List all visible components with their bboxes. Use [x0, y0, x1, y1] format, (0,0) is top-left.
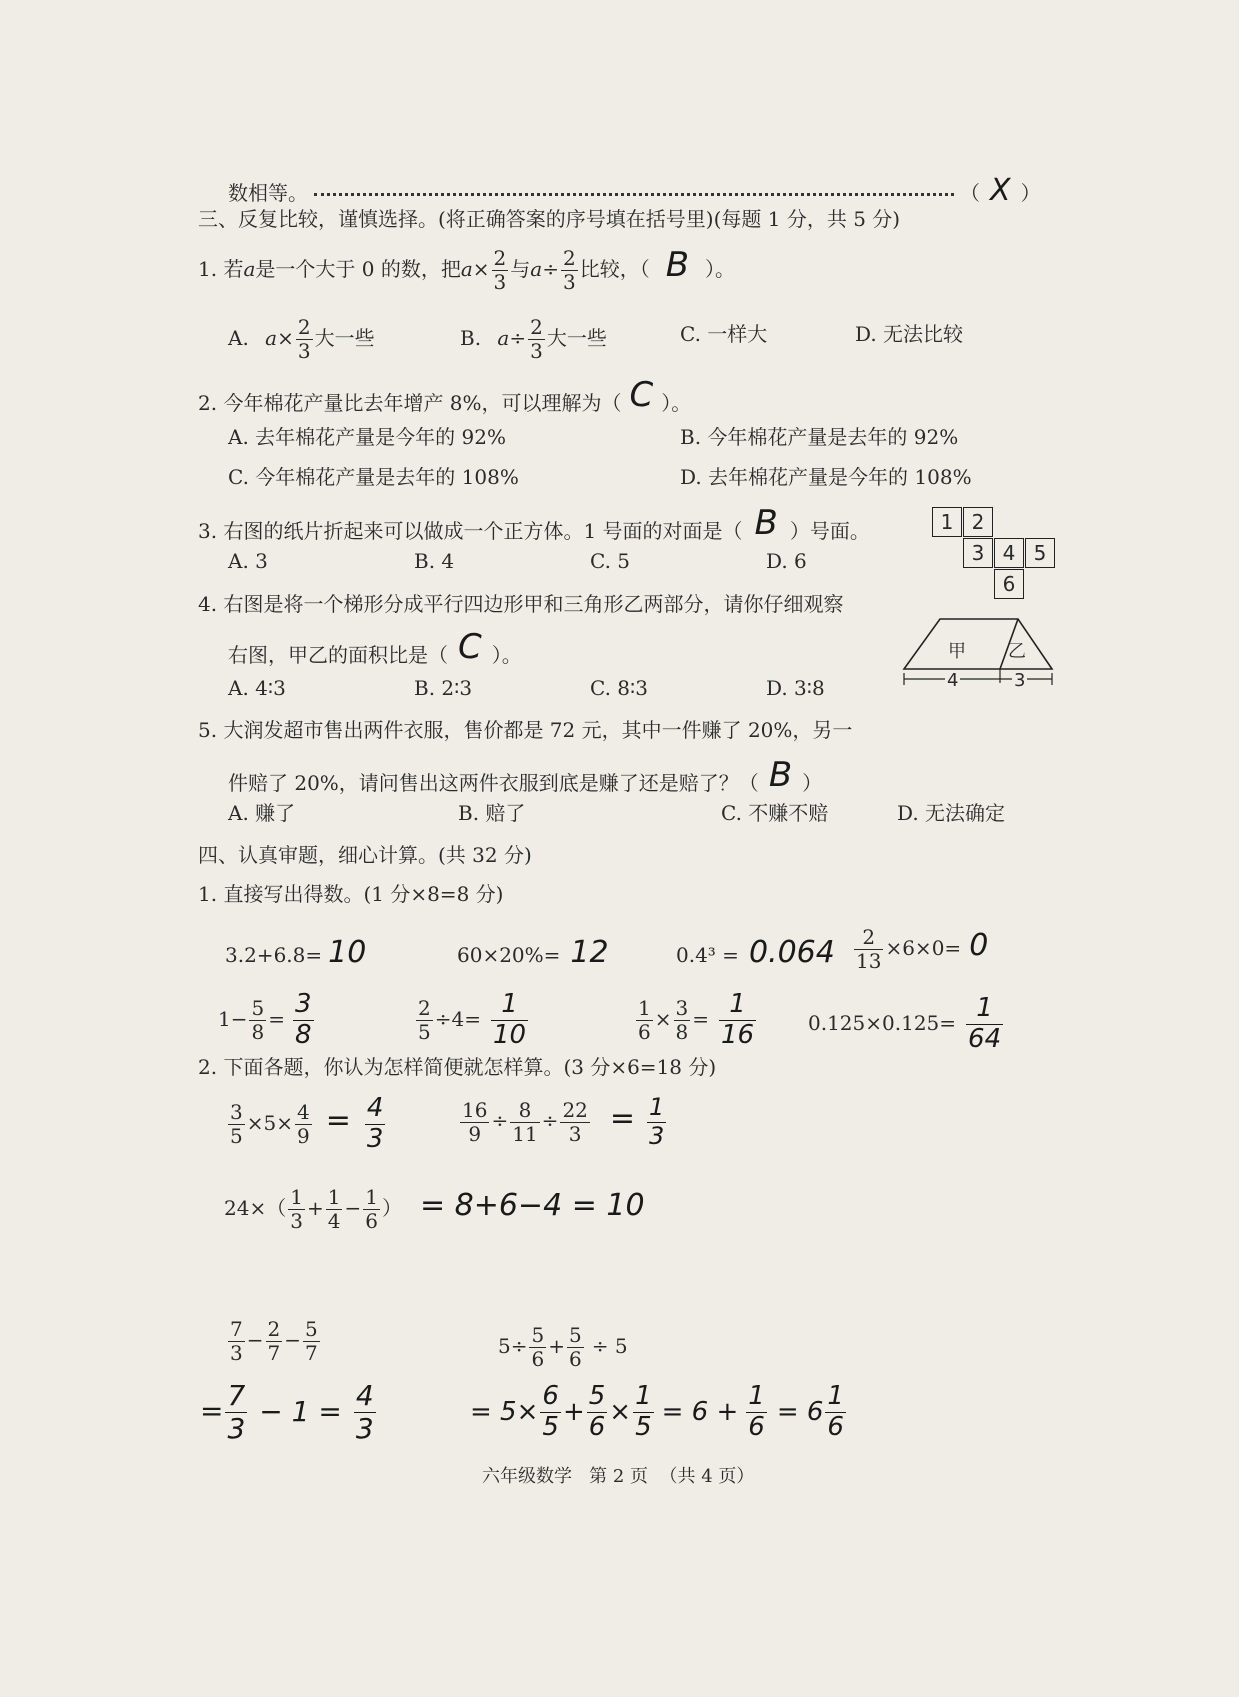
calc-simplify-4: [226, 1318, 322, 1365]
handwritten-work: +: [562, 1396, 585, 1427]
var-a: a: [243, 257, 256, 281]
expression: 60×20%=: [457, 943, 561, 967]
fraction: [326, 1186, 343, 1233]
q2-option-a: A. 去年棉花产量是今年的 92%: [228, 425, 506, 449]
denominator: 3: [568, 1121, 582, 1146]
equals-sign: =: [692, 1006, 709, 1031]
numerator: 2: [530, 315, 543, 339]
fraction: [295, 1101, 312, 1148]
numerator: 2: [493, 246, 507, 270]
expression: 5÷: [498, 1334, 528, 1358]
q5-option-b: B. 赔了: [458, 801, 526, 825]
div-sign: ÷: [509, 326, 527, 350]
handwritten-answer: C: [629, 375, 654, 415]
denominator: 6: [531, 1347, 545, 1371]
fraction: [674, 997, 691, 1044]
denominator: 3: [230, 1341, 243, 1365]
prev-question-text: 数相等。: [228, 181, 308, 205]
numerator: 4: [296, 1099, 310, 1124]
numerator: 4: [355, 1379, 374, 1412]
numerator: 1: [748, 1381, 765, 1411]
fraction: [510, 1099, 539, 1146]
numerator: 1: [649, 1093, 665, 1121]
q2-stem: [198, 375, 692, 416]
handwritten-work: ×: [609, 1396, 632, 1427]
page-footer: 六年级数学 第 2 页 （共 4 页）: [482, 1466, 755, 1487]
expression: 3.2+6.8=: [225, 943, 323, 967]
denominator: 9: [296, 1123, 310, 1148]
times-sign: ×: [472, 257, 490, 281]
fraction: [303, 1318, 320, 1365]
q5-end: ）: [802, 771, 823, 795]
calc-simplify-5: [498, 1324, 628, 1371]
denominator: 8: [675, 1019, 689, 1044]
denominator: 8: [294, 1019, 312, 1050]
denominator: 5: [230, 1123, 243, 1148]
expression: ×5×: [246, 1110, 293, 1135]
option-tail: 大一些: [546, 326, 607, 350]
div-sign: ÷: [542, 257, 559, 281]
denominator: 8: [251, 1019, 265, 1044]
fraction: [228, 1318, 245, 1365]
paren-close: ）: [1020, 181, 1041, 205]
handwritten-fraction-answer: [293, 990, 314, 1051]
calc-8: [808, 994, 1005, 1055]
part2-title: 2. 下面各题，你认为怎样简便就怎样算。(3 分×6=18 分): [198, 1055, 717, 1079]
q1-stem: [198, 247, 735, 294]
handwritten-work: − 1 =: [259, 1394, 342, 1428]
handwritten-answer: B: [768, 755, 793, 795]
handwritten-work: = 5×: [470, 1396, 539, 1427]
numerator: 5: [588, 1381, 606, 1411]
denominator: 3: [290, 1209, 303, 1233]
fraction: [854, 926, 883, 973]
numerator: 5: [251, 995, 265, 1020]
fraction: [416, 997, 433, 1044]
expression: 24×（: [224, 1196, 287, 1220]
q3-end: ）号面。: [789, 519, 870, 543]
denominator: 6: [827, 1411, 844, 1442]
numerator: 7: [230, 1317, 243, 1341]
fraction: [266, 1318, 283, 1365]
calc-1: [225, 935, 367, 970]
base-right-length: 3: [1014, 670, 1026, 691]
expression: 0.4³ =: [676, 943, 739, 967]
net-face: 6: [994, 569, 1024, 599]
numerator: 6: [542, 1381, 559, 1411]
q1-prefix: 1. 若: [198, 257, 244, 281]
numerator: 1: [638, 995, 651, 1020]
handwritten-equals: =: [200, 1394, 224, 1428]
net-face: 4: [994, 538, 1024, 568]
denominator: 16: [721, 1019, 755, 1050]
expression: ÷ 5: [591, 1334, 628, 1358]
q5-option-a: A. 赚了: [228, 801, 296, 825]
handwritten-fraction-answer: [491, 990, 528, 1051]
var-a: a: [265, 326, 278, 350]
numerator: 5: [531, 1323, 545, 1347]
denominator: 6: [365, 1209, 378, 1233]
plus-sign: +: [548, 1334, 565, 1358]
denominator: 6: [568, 1347, 582, 1371]
denominator: 64: [968, 1023, 1002, 1054]
trapezoid-outline: [904, 619, 1052, 669]
q3-option-c: C. 5: [590, 549, 631, 573]
denominator: 3: [227, 1412, 246, 1446]
option-label: B.: [460, 326, 482, 350]
prev-question-tail: [228, 173, 1041, 208]
q1-option-d: D. 无法比较: [855, 322, 964, 346]
region-jia-label: 甲: [948, 641, 966, 662]
fraction: [567, 1324, 584, 1371]
var-a: a: [530, 257, 543, 281]
var-a: a: [497, 326, 510, 350]
div-sign: ÷: [541, 1108, 559, 1133]
denominator: 3: [562, 270, 576, 294]
q5-stem-line1: 5. 大润发超市售出两件衣服，售价都是 72 元，其中一件赚了 20%，另一: [198, 718, 853, 742]
q4-stem-line1: 4. 右图是将一个梯形分成平行四边形甲和三角形乙两部分，请你仔细观察: [198, 592, 844, 616]
q4-option-d: D. 3∶8: [766, 676, 825, 700]
q4-text: 右图，甲乙的面积比是（: [228, 643, 448, 667]
denominator: 5: [418, 1019, 431, 1044]
option-label: A.: [228, 326, 249, 350]
expression: 1−: [218, 1006, 248, 1031]
handwritten-answer: 0.064: [748, 935, 835, 970]
handwritten-fraction-answer: [365, 1094, 386, 1155]
calc-simplify-1: [226, 1094, 387, 1155]
q1-mid1: 是一个大于 0 的数，把: [255, 257, 461, 281]
denominator: 9: [468, 1121, 482, 1146]
fraction: [460, 1099, 489, 1146]
base-left-length: 4: [947, 670, 959, 691]
denominator: 3: [297, 339, 311, 363]
fraction: [363, 1186, 380, 1233]
q5-option-d: D. 无法确定: [897, 801, 1006, 825]
handwritten-fraction: [633, 1382, 654, 1443]
handwritten-fraction-answer: [647, 1094, 666, 1150]
fraction: [296, 316, 313, 363]
region-yi-label: 乙: [1008, 641, 1026, 662]
q1-end: ）。: [705, 257, 736, 281]
denominator: 11: [512, 1121, 538, 1146]
net-face: 1: [932, 507, 962, 537]
handwritten-fraction-answer: [354, 1380, 376, 1445]
calc-simplify-2: [458, 1094, 668, 1150]
numerator: 1: [635, 1381, 652, 1411]
numerator: 2: [854, 926, 883, 950]
denominator: 3: [649, 1121, 665, 1150]
q5-stem-line2: [228, 755, 823, 796]
net-face: 5: [1025, 538, 1055, 568]
q4-option-a: A. 4∶3: [228, 676, 286, 700]
denominator: 3: [530, 339, 543, 363]
q2-text: 2. 今年棉花产量比去年增产 8%，可以理解为（: [198, 391, 622, 415]
dot-leader: [314, 193, 954, 196]
q4-end: ）。: [491, 643, 522, 667]
numerator: 2: [562, 246, 576, 270]
section-3-header: 三、反复比较，谨慎选择。(将正确答案的序号填在括号里)(每题 1 分，共 5 分): [198, 207, 901, 231]
times-sign: ×: [654, 1006, 672, 1031]
q3-stem: [198, 503, 870, 544]
handwritten-answer: 10: [328, 935, 367, 970]
section-4-header: 四、认真审题，细心计算。(共 32 分): [198, 843, 532, 867]
plus-sign: +: [306, 1196, 324, 1220]
numerator: 1: [966, 994, 1003, 1025]
expression: ×6×0=: [885, 936, 962, 960]
numerator: 7: [227, 1379, 246, 1412]
denominator: 6: [748, 1411, 765, 1442]
trapezoid-figure: [900, 615, 1060, 695]
numerator: 3: [675, 995, 689, 1020]
numerator: 4: [366, 1093, 384, 1123]
handwritten-answer: 0: [969, 928, 989, 963]
denominator: 10: [492, 1019, 527, 1050]
denominator: 6: [588, 1411, 606, 1442]
q2-option-b: B. 今年棉花产量是去年的 92%: [680, 425, 959, 449]
var-a: a: [460, 257, 473, 281]
q1-option-c: C. 一样大: [680, 322, 768, 346]
numerator: 5: [568, 1323, 582, 1347]
denominator: 3: [366, 1123, 384, 1154]
net-face: 2: [963, 507, 993, 537]
q5-option-c: C. 不赚不赔: [721, 801, 829, 825]
handwritten-work: = 6 +: [661, 1396, 739, 1427]
minus-sign: −: [246, 1328, 264, 1352]
equals-sign: =: [268, 1006, 285, 1031]
q1-mid2: 与: [510, 257, 531, 281]
numerator: 1: [827, 1381, 844, 1411]
q2-end: ）。: [661, 391, 692, 415]
part1-title: 1. 直接写出得数。(1 分×8=8 分): [198, 882, 504, 906]
handwritten-fraction-answer: [719, 990, 756, 1051]
calc-simplify-3: [224, 1186, 645, 1233]
fraction: [560, 1099, 589, 1146]
q3-option-b: B. 4: [414, 549, 455, 573]
q4-option-b: B. 2∶3: [414, 676, 473, 700]
denominator: 5: [542, 1411, 559, 1442]
numerator: 3: [294, 989, 312, 1019]
handwritten-answer: 12: [570, 935, 609, 970]
handwritten-fraction-answer: [825, 1382, 846, 1443]
numerator: 2: [297, 315, 311, 339]
handwritten-answer: X: [990, 173, 1011, 208]
denominator: 3: [493, 270, 507, 294]
denominator: 5: [635, 1411, 652, 1442]
numerator: 1: [491, 990, 528, 1021]
handwritten-equals: =: [609, 1100, 636, 1136]
numerator: 16: [462, 1097, 488, 1122]
calc-7: [634, 990, 758, 1051]
fraction: [288, 1186, 305, 1233]
div-sign: ÷: [491, 1108, 509, 1133]
net-face: 3: [963, 538, 993, 568]
expression: ）: [381, 1196, 402, 1220]
handwritten-fraction: [746, 1382, 767, 1443]
denominator: 3: [355, 1412, 374, 1446]
calc-2: [457, 935, 609, 970]
option-tail: 大一些: [314, 326, 375, 350]
q1-option-b: [460, 316, 607, 363]
handwritten-answer: C: [458, 627, 482, 667]
numerator: 5: [305, 1317, 318, 1341]
numerator: 1: [327, 1185, 341, 1209]
handwritten-answer: B: [754, 503, 778, 543]
numerator: 22: [562, 1097, 588, 1122]
fraction: [228, 1101, 245, 1148]
calc-simplify-5-work: [470, 1382, 848, 1443]
q2-option-c: C. 今年棉花产量是去年的 108%: [228, 465, 519, 489]
handwritten-equals: =: [325, 1102, 351, 1138]
calc-5: [218, 990, 316, 1051]
numerator: 3: [230, 1099, 243, 1124]
paren-open: （: [960, 181, 980, 205]
calc-6: [414, 990, 530, 1051]
numerator: 1: [365, 1185, 378, 1209]
numerator: 1: [290, 1185, 303, 1209]
handwritten-answer: B: [665, 245, 690, 285]
q1-option-a: [228, 316, 375, 363]
expression: ÷4=: [434, 1006, 481, 1031]
q4-stem-line2: [228, 627, 522, 668]
handwritten-work: = 8+6−4 = 10: [419, 1188, 645, 1223]
handwritten-fraction: [587, 1382, 608, 1443]
calc-4: [852, 926, 988, 973]
calc-simplify-4-work: [200, 1380, 378, 1445]
expression: 0.125×0.125=: [808, 1010, 957, 1035]
fraction: [492, 247, 509, 294]
numerator: 2: [267, 1317, 281, 1341]
handwritten-work: = 6: [776, 1396, 824, 1427]
minus-sign: −: [284, 1328, 301, 1352]
fraction: [249, 997, 266, 1044]
denominator: 6: [638, 1019, 651, 1044]
handwritten-fraction: [540, 1382, 561, 1443]
q5-text: 件赔了 20%，请问售出这两件衣服到底是赚了还是赔了？（: [228, 771, 759, 795]
fraction: [528, 316, 545, 363]
numerator: 8: [510, 1099, 539, 1123]
handwritten-fraction: [225, 1380, 247, 1445]
q3-text: 3. 右图的纸片折起来可以做成一个正方体。1 号面的对面是（: [198, 519, 743, 543]
denominator: 7: [267, 1341, 281, 1365]
numerator: 2: [418, 995, 431, 1020]
numerator: 1: [719, 990, 756, 1021]
q4-option-c: C. 8∶3: [590, 676, 648, 700]
times-sign: ×: [277, 326, 294, 350]
q3-option-d: D. 6: [766, 549, 807, 573]
minus-sign: −: [344, 1196, 362, 1220]
handwritten-fraction-answer: [966, 994, 1003, 1055]
fraction: [529, 1324, 546, 1371]
denominator: 7: [305, 1341, 318, 1365]
q3-option-a: A. 3: [228, 549, 268, 573]
fraction: [636, 997, 653, 1044]
fraction: [561, 247, 578, 294]
q1-mid3: 比较，（: [579, 257, 650, 281]
q2-option-d: D. 去年棉花产量是今年的 108%: [680, 465, 972, 489]
calc-3: [676, 935, 835, 970]
denominator: 4: [327, 1209, 341, 1233]
denominator: 13: [856, 949, 882, 973]
